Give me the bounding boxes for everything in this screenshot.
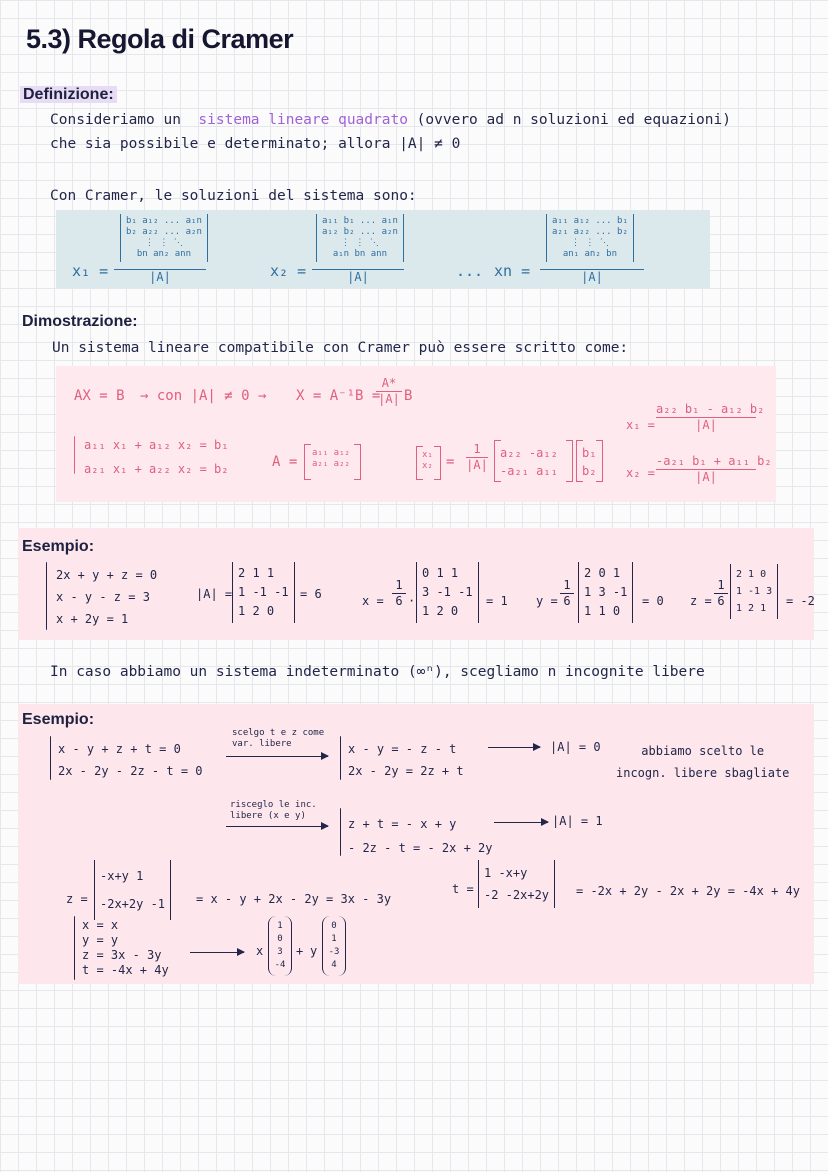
xn-denominator: |A| <box>581 270 603 284</box>
section-label-esempio-2: Esempio: <box>22 711 95 728</box>
arrow-result-2 <box>494 822 548 823</box>
one-over-det: $\frac{1}{|A|}$ <box>466 442 488 472</box>
system-b: x - y = - z - t 2x - 2y = 2z + t <box>348 742 464 778</box>
solution-vector-1: 1 0 3 -4 <box>268 916 292 976</box>
arrow-scelgo <box>226 756 328 757</box>
indeterminate-note: In caso abbiamo un sistema indeterminato (∞ⁿ), scegliamo n incognite libere <box>50 664 705 680</box>
example-1-brace <box>46 562 47 630</box>
det-a-value: = 6 <box>300 587 322 601</box>
x-value: = 1 <box>486 594 508 608</box>
xn-fraction <box>540 214 644 284</box>
x1-denominator: |A| <box>149 270 171 284</box>
ellipsis: ... <box>456 262 484 280</box>
adjugate-fraction: $\frac{A*}{|A|}$ <box>376 376 402 406</box>
coef-y: y <box>310 944 318 958</box>
x-label: x = <box>362 594 384 608</box>
x1-label: x₁ = <box>72 262 109 280</box>
z-det-matrix: 2 1 0 1 -1 3 1 2 1 <box>730 564 778 619</box>
matrix-a-bracket-right <box>354 444 361 480</box>
x2-result-fraction: $\frac{\text{-a₂₁ b₁ + a₁₁ b₂}}{|A|}$ <box>656 454 772 484</box>
arrow-risceglo <box>226 826 328 827</box>
z-det-label: z = <box>66 892 88 906</box>
y-value: = 0 <box>642 594 664 608</box>
t-det-label: t = <box>452 882 474 896</box>
x1-result-fraction: $\frac{\text{a₂₂ b₁ - a₁₂ b₂}}{|A|}$ <box>656 402 765 432</box>
x-det-matrix: 0 1 1 3 -1 -1 1 2 0 <box>416 562 479 623</box>
x2-result-label: x₂ = <box>626 466 655 480</box>
matrix-a-bracket-left <box>304 444 311 480</box>
eq-ax-b: AX = B <box>74 388 125 404</box>
plus-sign: + <box>296 944 304 958</box>
system-b-brace <box>340 736 341 780</box>
wrong-choice-comment: abbiamo scelto le incogn. libere sbagliate <box>616 744 790 780</box>
adjugate-matrix: a₂₂ -a₁₂ -a₂₁ a₁₁ <box>500 446 558 478</box>
matrix-a-label: A = <box>272 454 298 470</box>
z-one-sixth: $\frac{1}{6}$ <box>714 578 728 608</box>
example-2-brace <box>50 736 51 780</box>
example-2-system: x - y + z + t = 0 2x - 2y - 2z - t = 0 <box>58 742 203 778</box>
section-label-definizione: Definizione: <box>20 86 117 104</box>
multiply-dot: · <box>408 594 416 608</box>
coef-x: x <box>256 944 264 958</box>
x2-fraction <box>312 214 404 284</box>
z-label: z = <box>690 594 712 608</box>
system-eq-2: a₂₁ x₁ + a₂₂ x₂ = b₂ <box>84 462 229 476</box>
x1-fraction <box>114 214 206 284</box>
z-det-2x2: -x+y 1 -2x+2y -1 <box>94 860 171 920</box>
condition-arrow: → con |A| ≠ 0 → <box>140 388 267 404</box>
vector-b: b₁ b₂ <box>582 446 597 478</box>
z-det-result: = x - y + 2x - 2y = 3x - 3y <box>196 892 392 906</box>
eq-x-inverse: X = A⁻¹B = <box>296 388 381 404</box>
matrix-a-rows: a₁₁ a₁₂ a₂₁ a₂₂ <box>312 448 350 469</box>
y-label: y = <box>536 594 558 608</box>
definition-line-3: Con Cramer, le soluzioni del sistema sono: <box>50 188 417 204</box>
x2-numerator-matrix: a₁₁ b₁ ... a₁n a₁₂ b₂ ... a₂n ⋮ ⋮ ⋱ a₁n bn ann <box>316 214 404 262</box>
vector-b-bracket-right <box>596 440 603 482</box>
xn-numerator-matrix: a₁₁ a₁₂ ... b₁ a₂₁ a₂₂ ... b₂ ⋮ ⋮ ⋱ an₁ an₂ bn <box>546 214 634 262</box>
arrow-final <box>190 952 244 953</box>
y-det-matrix: 2 0 1 1 3 -1 1 1 0 <box>578 562 633 623</box>
dimostrazione-intro: Un sistema lineare compatibile con Cramer può essere scritto come: <box>52 340 629 356</box>
note-risceglo: risceglo le inc. libere (x e y) <box>230 800 317 821</box>
definition-line-2: che sia possibile e determinato; allora |A| ≠ 0 <box>50 136 461 152</box>
system-c-brace <box>340 808 341 856</box>
x-one-sixth: $\frac{1}{6}$ <box>392 578 406 608</box>
x2-denominator: |A| <box>347 270 369 284</box>
eq-b: B <box>404 388 413 404</box>
arrow-result-1 <box>488 747 540 748</box>
vector-x: x₁ x₂ <box>422 450 433 471</box>
result-det-one: |A| = 1 <box>552 814 603 828</box>
result-det-zero: |A| = 0 <box>550 740 601 754</box>
x2-label: x₂ = <box>270 262 307 280</box>
y-one-sixth: $\frac{1}{6}$ <box>560 578 574 608</box>
x1-result-label: x₁ = <box>626 418 655 432</box>
vector-x-bracket-right <box>434 446 441 480</box>
system-eq-1: a₁₁ x₁ + a₁₂ x₂ = b₁ <box>84 438 229 452</box>
system-brace <box>74 436 75 474</box>
section-label-dimostrazione: Dimostrazione: <box>22 313 138 330</box>
example-1-system: 2x + y + z = 0 x - y - z = 3 x + 2y = 1 <box>56 568 158 626</box>
definition-line-1: Consideriamo un sistema lineare quadrato (ovvero ad n soluzioni ed equazioni) <box>50 112 731 128</box>
equals-sign: = <box>446 454 455 470</box>
x1-numerator-matrix: b₁ a₁₂ ... a₁n b₂ a₂₂ ... a₂n ⋮ ⋮ ⋱ bn an₂ ann <box>120 214 208 262</box>
det-a-matrix: 2 1 1 1 -1 -1 1 2 0 <box>232 562 295 623</box>
solution-vector-2: 0 1 -3 4 <box>322 916 346 976</box>
section-label-esempio-1: Esempio: <box>22 538 95 555</box>
t-det-result: = -2x + 2y - 2x + 2y = -4x + 4y <box>576 884 800 898</box>
final-system-brace <box>74 916 75 980</box>
page-title: 5.3) Regola di Cramer <box>26 24 294 54</box>
final-system: x = x y = y z = 3x - 3y t = -4x + 4y <box>82 918 169 977</box>
xn-label: xn = <box>494 262 531 280</box>
t-det-2x2: 1 -x+y -2 -2x+2y <box>478 860 555 908</box>
system-c: z + t = - x + y - 2z - t = - 2x + 2y <box>348 817 493 855</box>
det-a-label: |A| = <box>196 587 233 601</box>
highlighted-term: sistema lineare quadrato <box>198 112 408 128</box>
note-scelgo: scelgo t e z come var. libere <box>232 728 325 749</box>
z-value: = -2 <box>786 594 815 608</box>
adj-bracket-right <box>566 440 573 482</box>
